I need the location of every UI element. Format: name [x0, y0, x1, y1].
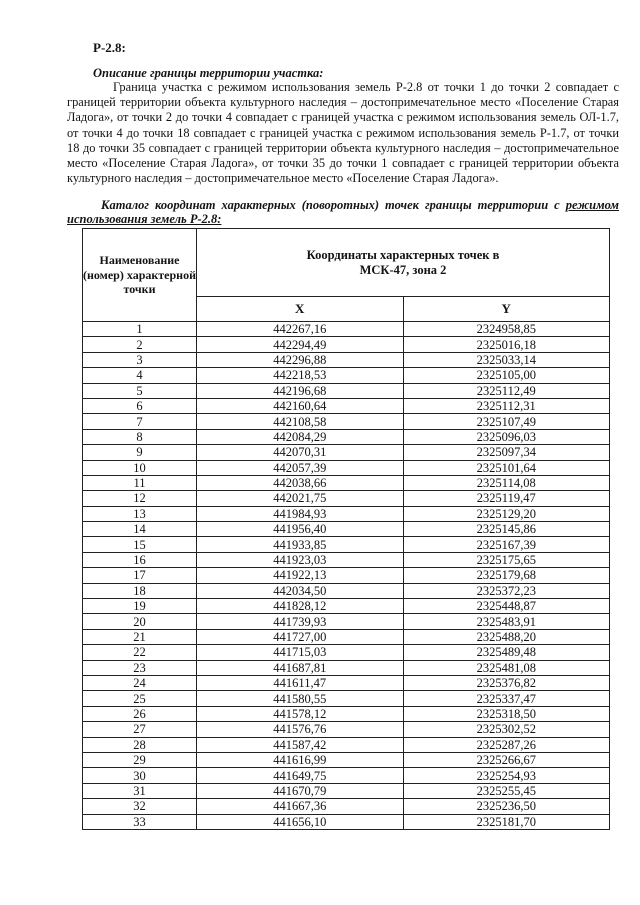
table-row — [83, 768, 610, 783]
y-coordinate-cell: 2325236,50 — [403, 799, 610, 814]
x-coordinate-cell: 441580,55 — [197, 691, 404, 706]
y-coordinate-cell: 2325488,20 — [403, 629, 610, 644]
table-row — [83, 352, 610, 367]
point-number-cell: 19 — [83, 599, 197, 614]
x-coordinate-cell: 442108,58 — [197, 414, 404, 429]
x-coordinate-cell: 441667,36 — [197, 799, 404, 814]
point-number-cell: 32 — [83, 799, 197, 814]
table-row — [83, 445, 610, 460]
table-row — [83, 506, 610, 521]
x-coordinate-cell: 441922,13 — [197, 568, 404, 583]
x-coordinate-cell: 441739,93 — [197, 614, 404, 629]
point-number-cell: 3 — [83, 352, 197, 367]
y-coordinate-cell: 2325175,65 — [403, 552, 610, 567]
x-coordinate-cell: 441933,85 — [197, 537, 404, 552]
x-coordinate-cell: 441984,93 — [197, 506, 404, 521]
y-coordinate-cell: 2325254,93 — [403, 768, 610, 783]
table-row — [83, 722, 610, 737]
point-number-cell: 13 — [83, 506, 197, 521]
table-row — [83, 645, 610, 660]
y-coordinate-cell: 2325287,26 — [403, 737, 610, 752]
table-row — [83, 568, 610, 583]
point-number-cell: 22 — [83, 645, 197, 660]
table-row — [83, 691, 610, 706]
y-coordinate-cell: 2325481,08 — [403, 660, 610, 675]
table-row — [83, 383, 610, 398]
y-coordinate-cell: 2325097,34 — [403, 445, 610, 460]
point-number-cell: 29 — [83, 752, 197, 767]
x-coordinate-cell: 442296,88 — [197, 352, 404, 367]
x-coordinate-cell: 442057,39 — [197, 460, 404, 475]
y-coordinate-cell: 2325033,14 — [403, 352, 610, 367]
table-row — [83, 537, 610, 552]
table-row — [83, 814, 610, 829]
column-header-point-name: Наименование (номер) характерной точки — [83, 229, 197, 322]
y-coordinate-cell: 2325318,50 — [403, 706, 610, 721]
x-coordinate-cell: 441587,42 — [197, 737, 404, 752]
x-coordinate-cell: 441923,03 — [197, 552, 404, 567]
y-coordinate-cell: 2325255,45 — [403, 783, 610, 798]
table-row — [83, 475, 610, 490]
x-coordinate-cell: 441656,10 — [197, 814, 404, 829]
boundary-description: Граница участка с режимом использования земель Р-2.8 от точки 1 до точки 2 совпадает с границей территории объекта культурного наследия – достопримечательное место «Поселение Старая Ладога», от точки 2 до точки 4 совпадает с границей участка с режимом использования земель ОЛ-1.7, от точки 4 до точки 18 совпадает с границей участка с режимом использования земель Р-1.7, от точки 18 до точки 35 совпадает с границей территории объекта культурного наследия – достопримечательное место «Поселение Старая Ладога», от точки 35 до точки 1 совпадает с границей территории объекта культурного наследия – достопримечательное место «Поселение Старая Ладога». — [67, 80, 619, 186]
y-coordinate-cell: 2325372,23 — [403, 583, 610, 598]
table-row — [83, 660, 610, 675]
y-coordinate-cell: 2324958,85 — [403, 322, 610, 337]
y-coordinate-cell: 2325376,82 — [403, 675, 610, 690]
x-coordinate-cell: 441828,12 — [197, 599, 404, 614]
table-row — [83, 783, 610, 798]
point-number-cell: 9 — [83, 445, 197, 460]
x-coordinate-cell: 442038,66 — [197, 475, 404, 490]
section-heading: Описание границы территории участка: — [93, 66, 324, 80]
point-number-cell: 4 — [83, 368, 197, 383]
x-coordinate-cell: 442070,31 — [197, 445, 404, 460]
point-number-cell: 10 — [83, 460, 197, 475]
table-row — [83, 322, 610, 337]
point-number-cell: 20 — [83, 614, 197, 629]
x-coordinate-cell: 441616,99 — [197, 752, 404, 767]
coordinates-header-line2: МСК-47, зона 2 — [359, 262, 447, 277]
table-row — [83, 799, 610, 814]
point-number-cell: 21 — [83, 629, 197, 644]
coordinates-header-line1: Координаты характерных точек в — [306, 247, 500, 262]
table-row — [83, 737, 610, 752]
x-coordinate-cell: 441715,03 — [197, 645, 404, 660]
x-coordinate-cell: 442034,50 — [197, 583, 404, 598]
y-coordinate-cell: 2325101,64 — [403, 460, 610, 475]
y-coordinate-cell: 2325016,18 — [403, 337, 610, 352]
point-number-cell: 24 — [83, 675, 197, 690]
y-coordinate-cell: 2325105,00 — [403, 368, 610, 383]
column-header-x: X — [197, 297, 404, 322]
y-coordinate-cell: 2325145,86 — [403, 522, 610, 537]
catalog-caption — [67, 199, 619, 226]
point-number-cell: 18 — [83, 583, 197, 598]
x-coordinate-cell: 441611,47 — [197, 675, 404, 690]
point-number-cell: 27 — [83, 722, 197, 737]
table-row — [83, 752, 610, 767]
x-coordinate-cell: 441670,79 — [197, 783, 404, 798]
x-coordinate-cell: 441687,81 — [197, 660, 404, 675]
point-number-cell: 17 — [83, 568, 197, 583]
point-number-cell: 16 — [83, 552, 197, 567]
table-row — [83, 552, 610, 567]
table-row — [83, 522, 610, 537]
x-coordinate-cell: 441956,40 — [197, 522, 404, 537]
y-coordinate-cell: 2325119,47 — [403, 491, 610, 506]
table-row — [83, 675, 610, 690]
x-coordinate-cell: 442196,68 — [197, 383, 404, 398]
point-number-cell: 31 — [83, 783, 197, 798]
y-coordinate-cell: 2325266,67 — [403, 752, 610, 767]
x-coordinate-cell: 441578,12 — [197, 706, 404, 721]
coordinates-table-body — [83, 322, 610, 830]
point-number-cell: 2 — [83, 337, 197, 352]
coordinates-table — [82, 228, 610, 830]
table-header-row — [83, 229, 610, 297]
x-coordinate-cell: 442160,64 — [197, 398, 404, 413]
point-number-cell: 33 — [83, 814, 197, 829]
catalog-caption-part1: Каталог координат характерных (поворотных) точек границы территории с — [101, 198, 566, 212]
point-number-cell: 28 — [83, 737, 197, 752]
y-coordinate-cell: 2325096,03 — [403, 429, 610, 444]
y-coordinate-cell: 2325112,31 — [403, 398, 610, 413]
x-coordinate-cell: 442021,75 — [197, 491, 404, 506]
point-number-cell: 26 — [83, 706, 197, 721]
y-coordinate-cell: 2325302,52 — [403, 722, 610, 737]
point-number-cell: 8 — [83, 429, 197, 444]
table-row — [83, 460, 610, 475]
table-row — [83, 614, 610, 629]
table-row — [83, 414, 610, 429]
y-coordinate-cell: 2325179,68 — [403, 568, 610, 583]
x-coordinate-cell: 442294,49 — [197, 337, 404, 352]
table-row — [83, 629, 610, 644]
point-number-cell: 1 — [83, 322, 197, 337]
column-header-y: Y — [403, 297, 610, 322]
table-row — [83, 706, 610, 721]
x-coordinate-cell: 441727,00 — [197, 629, 404, 644]
point-number-cell: 14 — [83, 522, 197, 537]
catalog-caption-part2: режимом использования земель Р-2.8: — [67, 198, 619, 226]
point-number-cell: 5 — [83, 383, 197, 398]
y-coordinate-cell: 2325167,39 — [403, 537, 610, 552]
point-number-cell: 6 — [83, 398, 197, 413]
column-header-coordinates — [197, 229, 610, 297]
zone-title: Р-2.8: — [93, 40, 126, 55]
table-row — [83, 583, 610, 598]
point-number-cell: 23 — [83, 660, 197, 675]
x-coordinate-cell: 442218,53 — [197, 368, 404, 383]
table-row — [83, 429, 610, 444]
point-number-cell: 7 — [83, 414, 197, 429]
y-coordinate-cell: 2325448,87 — [403, 599, 610, 614]
table-row — [83, 599, 610, 614]
x-coordinate-cell: 442084,29 — [197, 429, 404, 444]
point-number-cell: 15 — [83, 537, 197, 552]
table-row — [83, 398, 610, 413]
point-number-cell: 30 — [83, 768, 197, 783]
x-coordinate-cell: 441576,76 — [197, 722, 404, 737]
y-coordinate-cell: 2325337,47 — [403, 691, 610, 706]
point-number-cell: 25 — [83, 691, 197, 706]
x-coordinate-cell: 442267,16 — [197, 322, 404, 337]
y-coordinate-cell: 2325181,70 — [403, 814, 610, 829]
table-row — [83, 337, 610, 352]
y-coordinate-cell: 2325489,48 — [403, 645, 610, 660]
y-coordinate-cell: 2325114,08 — [403, 475, 610, 490]
y-coordinate-cell: 2325107,49 — [403, 414, 610, 429]
point-number-cell: 11 — [83, 475, 197, 490]
x-coordinate-cell: 441649,75 — [197, 768, 404, 783]
y-coordinate-cell: 2325112,49 — [403, 383, 610, 398]
table-row — [83, 491, 610, 506]
table-row — [83, 368, 610, 383]
y-coordinate-cell: 2325129,20 — [403, 506, 610, 521]
point-number-cell: 12 — [83, 491, 197, 506]
y-coordinate-cell: 2325483,91 — [403, 614, 610, 629]
